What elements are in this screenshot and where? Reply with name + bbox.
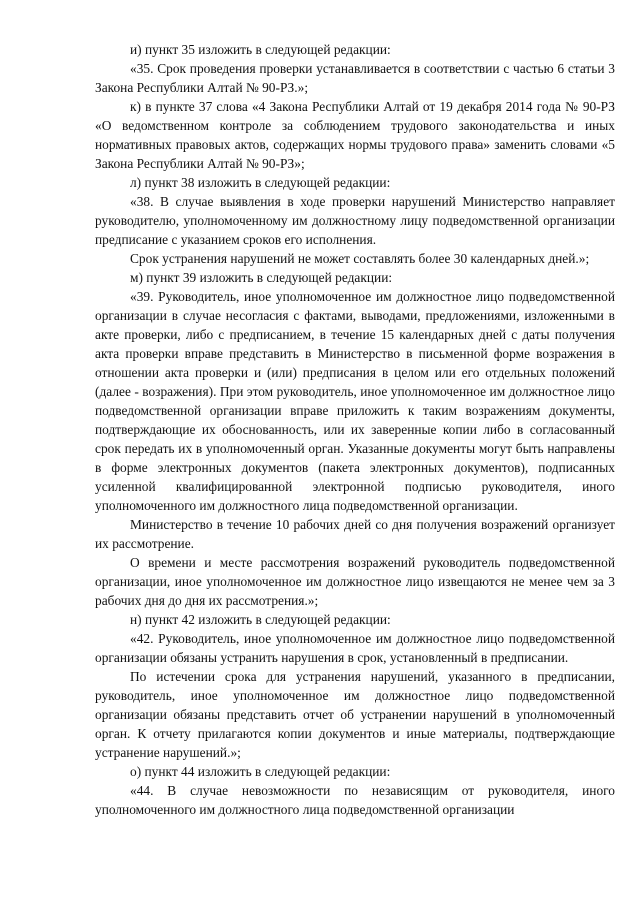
document-paragraph: Срок устранения нарушений не может составлять более 30 календарных дней.»;: [130, 251, 590, 266]
document-paragraph: к) в пункте 37 слова «4 Закона Республики Алтай от 19 декабря 2014 года № 90-РЗ «О ведомственном контроле за соблюдением трудового законодательства и иных нормативных правовых актов, содержащих нормы трудового права» заменить словами «5 Закона Республики Алтай № 90-РЗ»;: [95, 99, 615, 171]
document-paragraph: Министерство в течение 10 рабочих дней со дня получения возражений организует их рассмотрение.: [95, 517, 615, 551]
document-paragraph: «42. Руководитель, иное уполномоченное им должностное лицо подведомственной организации обязаны устранить нарушения в срок, установленный в предписании.: [95, 631, 615, 665]
document-body: [95, 40, 615, 819]
document-paragraph: «38. В случае выявления в ходе проверки нарушений Министерство направляет руководителю, уполномоченному им должностному лицу подведомственной организации предписание с указанием сроков его исполнения.: [95, 194, 615, 247]
document-paragraph: л) пункт 38 изложить в следующей редакции:: [130, 175, 391, 190]
document-paragraph: о) пункт 44 изложить в следующей редакции:: [130, 764, 391, 779]
document-paragraph: и) пункт 35 изложить в следующей редакции:: [130, 42, 391, 57]
document-paragraph: «44. В случае невозможности по независящим от руководителя, иного уполномоченного им должностного лица подведомственной организации: [95, 783, 615, 817]
document-paragraph: «35. Срок проведения проверки устанавливается в соответствии с частью 6 статьи 3 Закона Республики Алтай № 90-РЗ.»;: [95, 61, 615, 95]
document-paragraph: О времени и месте рассмотрения возражений руководитель подведомственной организации, иное уполномоченное им должностное лицо извещаются не менее чем за 3 рабочих дня до дня их рассмотрения.»;: [95, 555, 615, 608]
document-paragraph: м) пункт 39 изложить в следующей редакции:: [130, 270, 393, 285]
document-paragraph: По истечении срока для устранения нарушений, указанного в предписании, руководитель, иное уполномоченное им должностное лицо подведомственной организации обязаны представить отчет об устранении нарушений в уполномоченный орган. К отчету прилагаются копии документов и иные материалы, подтверждающие устранение нарушений.»;: [95, 669, 615, 760]
document-paragraph: «39. Руководитель, иное уполномоченное им должностное лицо подведомственной организации в случае несогласия с фактами, выводами, предложениями, изложенными в акте проверки, либо с предписанием, в течение 15 календарных дней с даты получения акта проверки вправе представить в Министерство в письменной форме возражения в отношении акта проверки и (или) предписания в целом или его отдельных положений (далее - возражения). При этом руководитель, иное уполномоченное им должностное лицо подведомственной организации вправе приложить к таким возражениям документы, подтверждающие их обоснованность, или их заверенные копии либо в согласованный срок передать их в уполномоченный орган. Указанные документы могут быть направлены в форме электронных документов (пакета электронных документов), подписанных усиленной квалифицированной электронной подписью руководителя, иного уполномоченного им должностного лица подведомственной организации.: [95, 289, 615, 513]
document-paragraph: н) пункт 42 изложить в следующей редакции:: [130, 612, 391, 627]
